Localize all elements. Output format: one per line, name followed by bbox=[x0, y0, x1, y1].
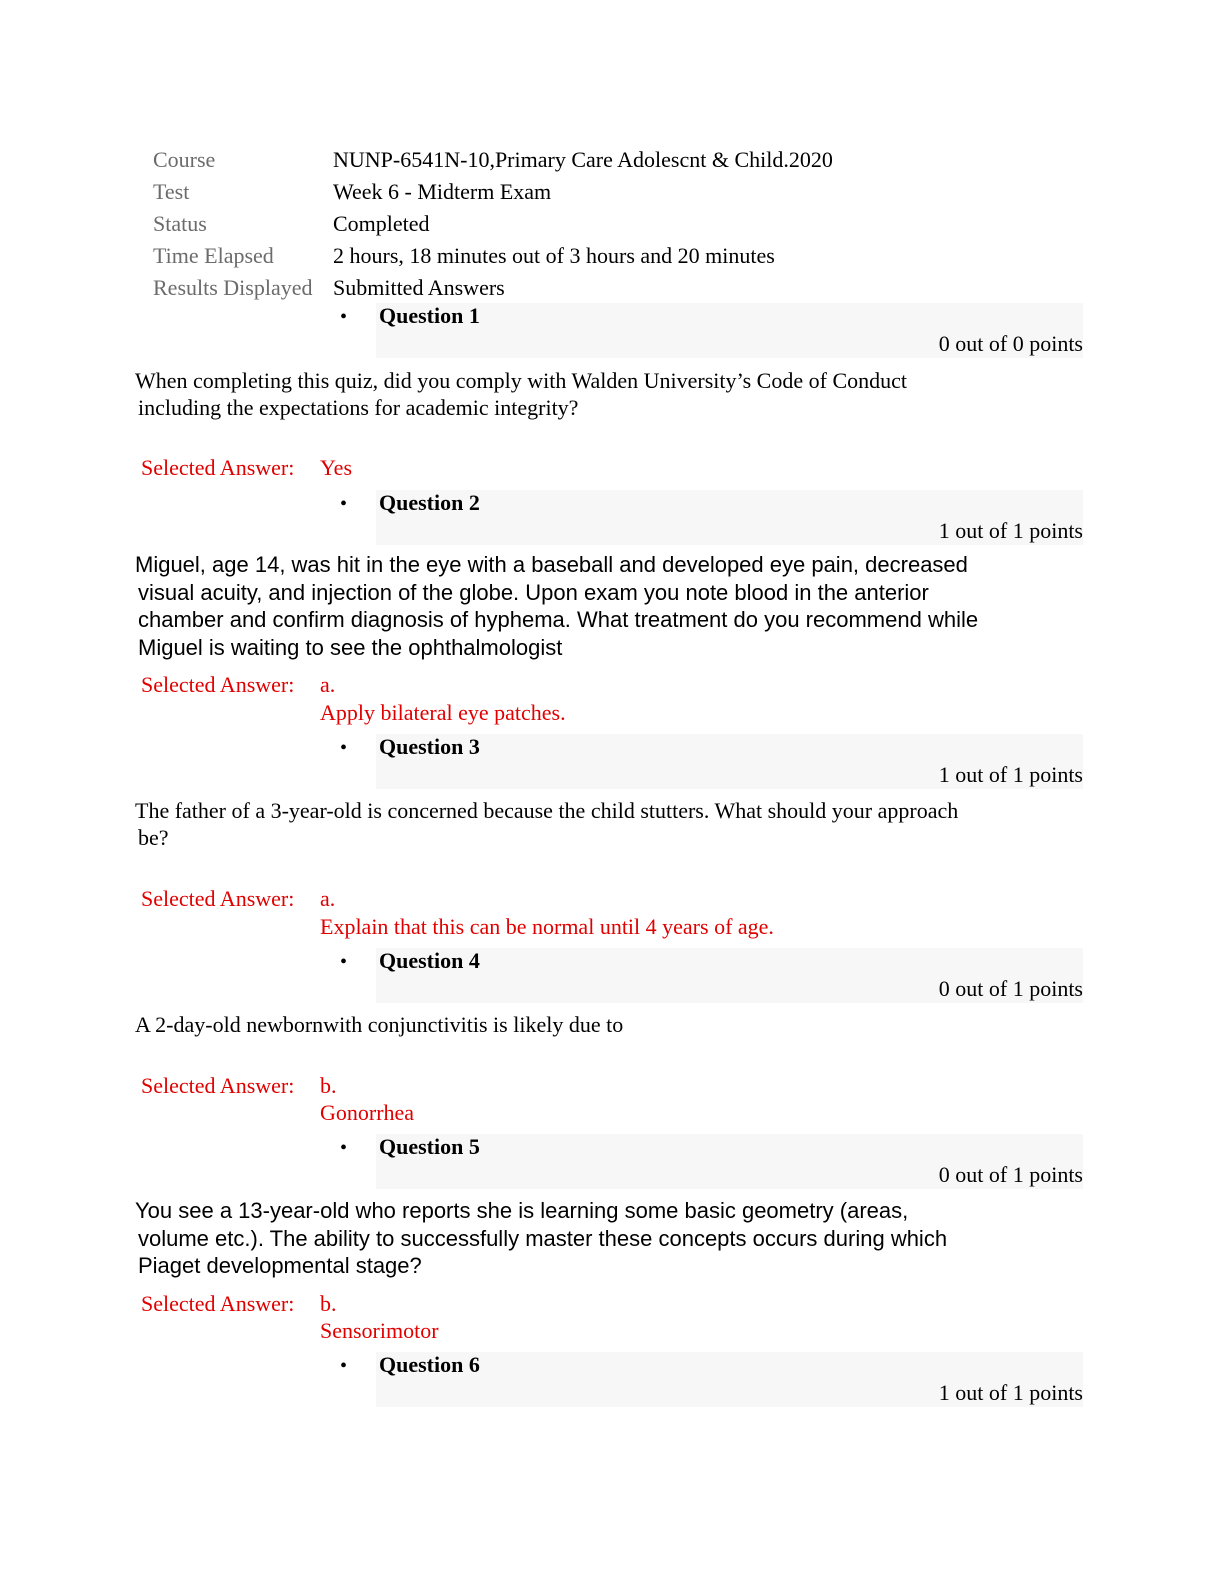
info-row-test bbox=[153, 176, 833, 208]
info-label: Status bbox=[153, 211, 207, 236]
selected-answer-letter: a. bbox=[320, 672, 336, 697]
question-points: 1 out of 1 points bbox=[938, 1380, 1083, 1405]
question-title: Question 6 bbox=[379, 1352, 480, 1377]
question-text bbox=[135, 551, 1055, 661]
test-info-table bbox=[153, 144, 833, 304]
selected-answer-value: Yes bbox=[320, 455, 353, 480]
info-label: Test bbox=[153, 179, 190, 204]
selected-answer-label: Selected Answer: bbox=[141, 455, 295, 480]
question-text bbox=[135, 1011, 1055, 1038]
info-row-status bbox=[153, 208, 833, 240]
question-header bbox=[340, 1134, 1083, 1189]
info-row-time-elapsed bbox=[153, 240, 833, 272]
question-text-line: be? bbox=[138, 825, 169, 850]
selected-answer-letter: a. bbox=[320, 886, 336, 911]
question-header bbox=[340, 490, 1083, 545]
question-points: 0 out of 0 points bbox=[938, 331, 1083, 356]
question-text-line: Piaget developmental stage? bbox=[138, 1253, 422, 1278]
info-label: Results Displayed bbox=[153, 275, 313, 300]
bullet-icon: • bbox=[340, 1355, 348, 1377]
question-title: Question 1 bbox=[379, 303, 480, 328]
question-text-line: including the expectations for academic integrity? bbox=[138, 395, 579, 420]
bullet-icon: • bbox=[340, 951, 348, 973]
question-text bbox=[135, 367, 1055, 421]
selected-answer-label: Selected Answer: bbox=[141, 1073, 295, 1098]
selected-answer-label: Selected Answer: bbox=[141, 672, 295, 697]
question-points: 0 out of 1 points bbox=[938, 1162, 1083, 1187]
question-text bbox=[135, 797, 1055, 851]
info-label: Time Elapsed bbox=[153, 243, 274, 268]
selected-answer-text: Apply bilateral eye patches. bbox=[320, 700, 566, 725]
selected-answer-label: Selected Answer: bbox=[141, 1291, 295, 1316]
question-title: Question 2 bbox=[379, 490, 480, 515]
question-title: Question 5 bbox=[379, 1134, 480, 1159]
question-text-line: A 2-day-old newbornwith conjunctivitis is likely due to bbox=[135, 1012, 624, 1037]
question-text-line: You see a 13-year-old who reports she is learning some basic geometry (areas, bbox=[135, 1198, 909, 1223]
question-text-line: volume etc.). The ability to successfully master these concepts occurs during which bbox=[138, 1225, 948, 1251]
selected-answer-text: Sensorimotor bbox=[320, 1318, 439, 1343]
question-text-line: When completing this quiz, did you comply with Walden University’s Code of Conduct bbox=[135, 368, 907, 393]
bullet-icon: • bbox=[340, 306, 348, 328]
question-points: 1 out of 1 points bbox=[938, 762, 1083, 787]
info-label: Course bbox=[153, 147, 216, 172]
info-value: Week 6 - Midterm Exam bbox=[333, 179, 552, 204]
info-row-results-displayed bbox=[153, 272, 833, 304]
question-text-line: Miguel is waiting to see the ophthalmologist bbox=[138, 634, 563, 660]
question-header bbox=[340, 303, 1083, 358]
question-text-line: Miguel, age 14, was hit in the eye with a baseball and developed eye pain, decreased bbox=[135, 552, 968, 577]
info-row-course bbox=[153, 144, 833, 176]
info-value: NUNP-6541N-10,Primary Care Adolescnt & Child.2020 bbox=[333, 147, 833, 172]
question-points: 0 out of 1 points bbox=[938, 976, 1083, 1001]
selected-answer-letter: b. bbox=[320, 1073, 337, 1098]
question-text-line: chamber and confirm diagnosis of hyphema. What treatment do you recommend while bbox=[138, 607, 979, 632]
question-text-line: The father of a 3-year-old is concerned because the child stutters. What should your approach bbox=[135, 798, 959, 823]
selected-answer-letter: b. bbox=[320, 1291, 337, 1316]
bullet-icon: • bbox=[340, 493, 348, 515]
question-title: Question 3 bbox=[379, 734, 480, 759]
question-title: Question 4 bbox=[379, 948, 480, 973]
info-value: Completed bbox=[333, 211, 430, 236]
bullet-icon: • bbox=[340, 1137, 348, 1159]
question-header bbox=[340, 948, 1083, 1003]
selected-answer-text: Explain that this can be normal until 4 years of age. bbox=[320, 914, 774, 939]
question-text-line: visual acuity, and injection of the globe. Upon exam you note blood in the anterior bbox=[138, 579, 929, 605]
question-header bbox=[340, 1352, 1083, 1407]
selected-answer-label: Selected Answer: bbox=[141, 886, 295, 911]
question-header bbox=[340, 734, 1083, 789]
question-text bbox=[135, 1197, 1055, 1280]
question-points: 1 out of 1 points bbox=[938, 518, 1083, 543]
info-value: Submitted Answers bbox=[333, 275, 505, 300]
info-value: 2 hours, 18 minutes out of 3 hours and 20 minutes bbox=[333, 243, 775, 268]
bullet-icon: • bbox=[340, 737, 348, 759]
selected-answer-text: Gonorrhea bbox=[320, 1100, 415, 1125]
